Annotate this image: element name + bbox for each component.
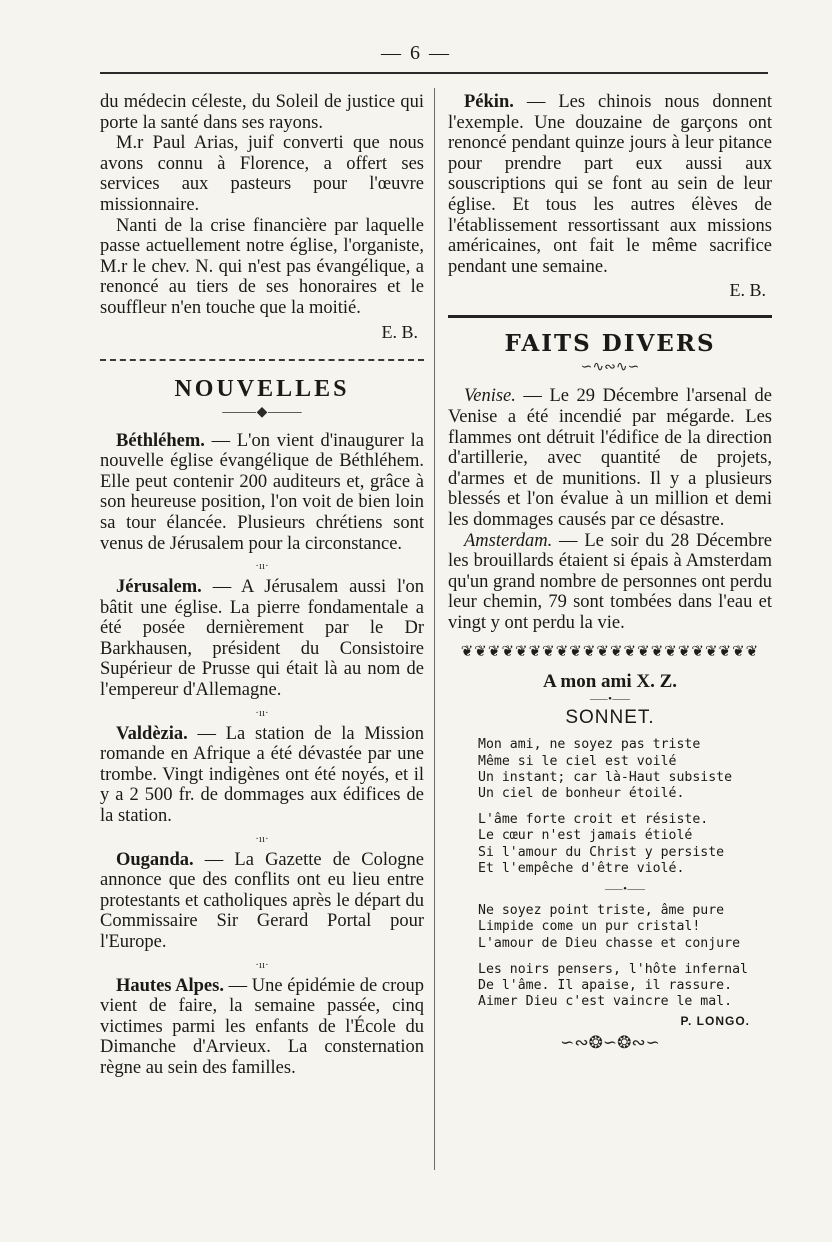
poem-line: Et l'empêche d'être violé. bbox=[478, 860, 685, 876]
poem-line: Un ciel de bonheur étoilé. bbox=[478, 786, 685, 802]
poem-line: Si l'amour du Christ y persiste bbox=[478, 844, 725, 860]
poem-line: De l'âme. Il apaise, il rassure. bbox=[478, 977, 733, 993]
news-place: Ouganda. bbox=[116, 849, 194, 870]
poem-ornament: ⸺•⸺ bbox=[604, 883, 646, 896]
left-signature: E. B. bbox=[381, 321, 418, 342]
news-text: — Les chinois nous donnent l'exemple. Une douzaine de garçons ont renoncé pendant quinze jours à leur pitance pour prendre part eux aussi aux souscriptions qui se font au sein de leur église. Et tous les autres élèves de l'établissement ressortissant aux missions américaines, ont fait le même sacrifice pendant une semaine. bbox=[448, 92, 772, 277]
faits-place: Venise. bbox=[464, 386, 516, 407]
continued-paragraph: du médecin céleste, du Soleil de justice qui porte la santé dans ses rayons. bbox=[100, 92, 424, 133]
news-place: Pékin. bbox=[464, 92, 514, 112]
poem-line: L'amour de Dieu chasse et conjure bbox=[478, 935, 741, 951]
poem-line: Aimer Dieu c'est vaincre le mal. bbox=[478, 994, 733, 1010]
organist-paragraph: Nanti de la crise financière par laquelle passe actuellement notre église, l'organiste, M.r le chev. N. qui n'est pas évangélique, a renoncé au tiers de ses honoraires et le souffleur n'en touche que la moitié. bbox=[100, 215, 424, 318]
poem-dedication: A mon ami X. Z. bbox=[542, 671, 678, 693]
poem-ornament: ⸺•⸺ bbox=[589, 693, 631, 706]
tail-ornament: ∽∾❂∽❂∾∽ bbox=[560, 1033, 660, 1053]
news-separator: ·ıı· bbox=[255, 832, 269, 845]
news-text: — L'on vient d'inaugurer la nouvelle église évangélique de Béthléhem. Elle peut contenir 200 auditeurs et, grâce à son heureuse position, l'on voit de bien loin sa tour élancée. Plusieurs chrétiens sont venus de Jérusalem pour la circonstance. bbox=[100, 430, 424, 554]
nouvelles-ornament: ⸻◆⸻ bbox=[221, 404, 303, 420]
column-divider bbox=[434, 88, 435, 1170]
arias-paragraph: M.r Paul Arias, juif converti que nous avons connu à Florence, a offert ses services aux pasteurs pour l'œuvre missionnaire. bbox=[100, 133, 424, 215]
news-item-bethlehem bbox=[100, 431, 424, 555]
faits-divers-title: FAITS DIVERS bbox=[504, 330, 716, 358]
poem-stanza bbox=[478, 962, 772, 1011]
news-item-valdezia bbox=[100, 724, 424, 827]
poem-line: Même si le ciel est voilé bbox=[478, 753, 677, 769]
right-signature: E. B. bbox=[729, 280, 766, 301]
poem-line: Un instant; car là-Haut subsiste bbox=[478, 769, 733, 785]
right-column bbox=[448, 92, 772, 1052]
news-separator: ·ıı· bbox=[255, 560, 269, 573]
poem-author: P. LONGO. bbox=[680, 1014, 750, 1029]
page-number: — 6 — bbox=[381, 42, 451, 64]
news-place: Jérusalem. bbox=[116, 577, 202, 598]
news-text: — La station de la Mission romande en Afrique a été dévastée par une trombe. Vingt indigènes ont été noyés, et il y a 2 500 fr. de dommages aux édifices de la station. bbox=[100, 723, 424, 827]
section-divider bbox=[100, 359, 424, 361]
faits-place: Amsterdam. bbox=[464, 530, 553, 551]
poem-line: Ne soyez point triste, âme pure bbox=[478, 903, 725, 919]
header-rule bbox=[100, 72, 768, 74]
faits-text: — Le soir du 28 Décembre les brouillards étaient si épais à Amsterdam qu'un grand nombre de personnes ont perdu leur chemin, 79 sont tombées dans l'eau et vingt y ont perdu la vie. bbox=[448, 530, 772, 633]
news-place: Béthléhem. bbox=[116, 430, 205, 451]
news-separator: ·ıı· bbox=[255, 706, 269, 719]
news-separator: ·ıı· bbox=[255, 958, 269, 971]
news-place: Hautes Alpes. bbox=[116, 975, 224, 996]
poem-body bbox=[478, 737, 772, 1010]
faits-item-amsterdam bbox=[448, 531, 772, 634]
news-item-jerusalem bbox=[100, 577, 424, 701]
news-place: Valdèzia. bbox=[116, 723, 188, 744]
poem-stanza bbox=[478, 812, 772, 877]
faits-divers-ornament: ∽∿∾∿∽ bbox=[580, 360, 640, 376]
news-text: — La Gazette de Cologne annonce que des conflits ont eu lieu entre protestants et catholiques après le départ du Commissaire Sir Gerard Portal pour l'Europe. bbox=[100, 849, 424, 952]
news-text: — Une épidémie de croup vient de faire, la semaine passée, cinq victimes parmi les enfants de l'École du Dimanche d'Arvieux. La consternation règne au sein des familles. bbox=[100, 975, 424, 1078]
poem-stanza bbox=[478, 903, 772, 952]
section-divider bbox=[448, 315, 772, 318]
poem-form: SONNET. bbox=[565, 707, 655, 729]
poem-line: Le cœur n'est jamais étiolé bbox=[478, 828, 693, 844]
news-item-pekin bbox=[448, 92, 772, 277]
poem-line: Mon ami, ne soyez pas triste bbox=[478, 737, 701, 753]
faits-item-venise bbox=[448, 386, 772, 530]
left-column bbox=[100, 92, 424, 1079]
poem-line: L'âme forte croit et résiste. bbox=[478, 812, 709, 828]
news-item-hautes-alpes bbox=[100, 976, 424, 1079]
poem-stanza bbox=[478, 737, 772, 802]
news-text: — A Jérusalem aussi l'on bâtit une église. La pierre fondamentale a été posée dernièrement par le Dr Barkhausen, président du Consistoire Supérieur de Prusse qui était là au nom de l'empereur d'Allemagne. bbox=[100, 577, 424, 701]
faits-text: — Le 29 Décembre l'arsenal de Venise a été incendié par mégarde. Les flammes ont détruit l'édifice de la direction d'artillerie, avec quantité de projets, d'armes et de munitions. Il y a plusieurs blessés et l'on évalue à un million et demi les dommages causés par ce désastre. bbox=[448, 386, 772, 530]
news-item-ouganda bbox=[100, 850, 424, 953]
nouvelles-title: NOUVELLES bbox=[174, 375, 350, 402]
poem-line: Les noirs pensers, l'hôte infernal bbox=[478, 961, 748, 977]
flower-border: ❦❦❦❦❦❦❦❦❦❦❦❦❦❦❦❦❦❦❦❦❦❦ bbox=[460, 644, 760, 661]
poem-line: Limpide come un pur cristal! bbox=[478, 919, 701, 935]
